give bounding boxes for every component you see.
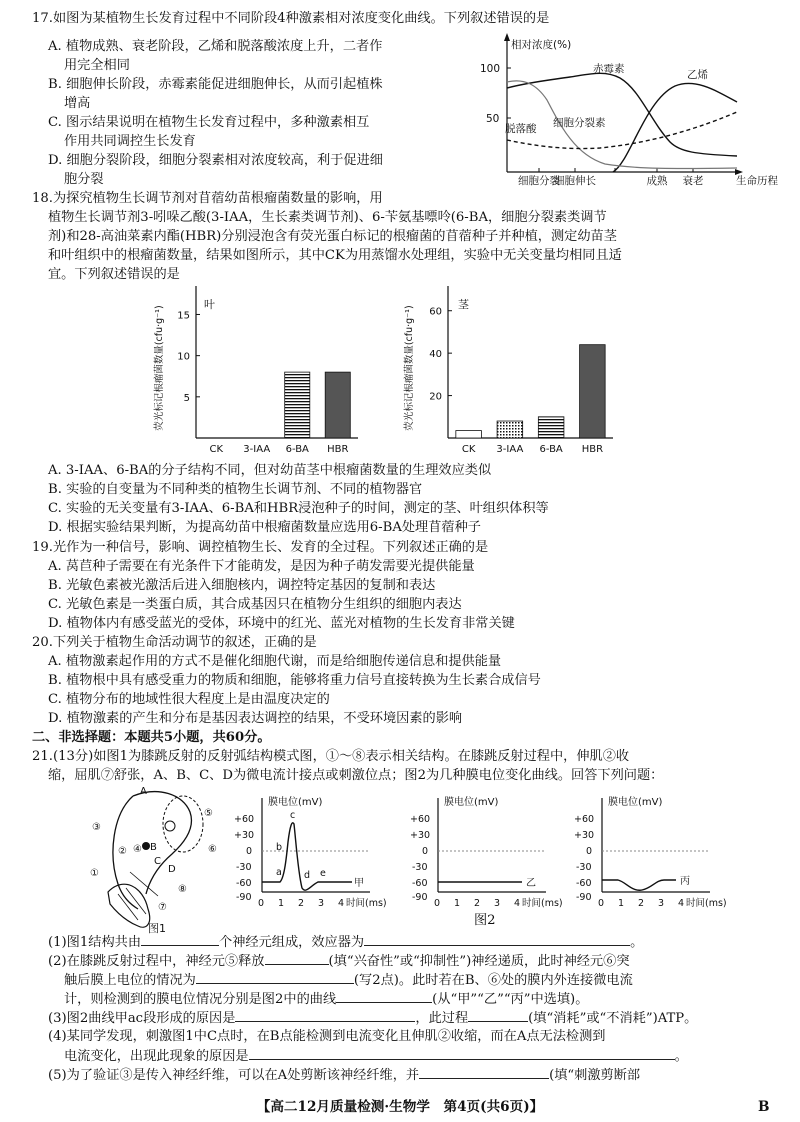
- graph-yi-xlabel: 时间(ms): [522, 898, 563, 909]
- ytick: 0: [586, 846, 593, 857]
- q17-option-a-cont: 用完全相同: [64, 58, 130, 73]
- point-c: c: [290, 810, 296, 821]
- ytick: -60: [412, 878, 428, 889]
- stem-category-label: 3-IAA: [496, 444, 524, 455]
- point-d: d: [304, 870, 311, 881]
- leaf-bar-chart: [148, 278, 368, 464]
- point-e: e: [320, 868, 326, 879]
- section-2-title: 二、非选择题：本题共5小题，共60分。: [32, 730, 271, 745]
- q21-p1a: (1)图1结构共由: [48, 935, 142, 950]
- label-gibberellin: 赤霉素: [593, 63, 625, 75]
- answer-blank-6[interactable]: [235, 1009, 415, 1022]
- ytick: -60: [576, 878, 592, 889]
- q17-option-c: C. 图示结果说明在植物生长发育过程中，多种激素相互: [48, 115, 370, 130]
- q21-part2-line2: [64, 971, 633, 989]
- xtick: 3: [658, 898, 665, 909]
- q17-option-c-cont: 作用共同调控生长发育: [64, 134, 196, 149]
- q21-part2-line1: [48, 952, 630, 970]
- stem-category-label: HBR: [581, 444, 604, 455]
- curve-jia-label: 甲: [354, 878, 364, 889]
- leaf-ytick-label: 15: [177, 310, 190, 322]
- stem-category-label: CK: [461, 444, 476, 455]
- q21-part2-line3: [64, 990, 588, 1008]
- ytick: -90: [412, 892, 428, 903]
- potential-graph-jia: [232, 792, 392, 910]
- answer-blank-8[interactable]: [249, 1047, 675, 1060]
- stem-bar-6-ba: [538, 417, 564, 438]
- xtick: 2: [298, 898, 305, 909]
- fig1-label-5: ⑤: [204, 808, 213, 819]
- q21-part4-line2: [64, 1047, 688, 1065]
- xtick: 3: [318, 898, 325, 909]
- q21-stem-line1: 21.(13分)如图1为膝跳反射的反射弧结构模式图，①～⑧表示相关结构。在膝跳反射过程中，伸肌②收: [32, 749, 630, 764]
- leaf-ytick-label: 5: [183, 392, 190, 404]
- ytick: -30: [236, 862, 252, 873]
- q21-part1: [48, 933, 643, 951]
- xtick: 0: [258, 898, 265, 909]
- potential-graph-yi: [408, 792, 568, 910]
- q18-stem-line2: 植物生长调节剂3-吲哚乙酸(3-IAA，生长素类调节剂)、6-苄氨基嘌呤(6-BA，细胞分裂素类调节: [48, 210, 607, 225]
- fig1-label-1: ①: [90, 868, 99, 879]
- series-abscisic-acid: [507, 112, 737, 149]
- q21-p2d: (写2点)。此时若在B、⑥处的膜内外连接微电流: [353, 973, 633, 988]
- curve-bing-label: 丙: [680, 876, 690, 887]
- q19-option-a: A. 莴苣种子需要在有光条件下才能萌发，是因为种子萌发需要光提供能量: [48, 559, 475, 574]
- q21-p2a: (2)在膝跳反射过程中，神经元⑤释放: [48, 954, 265, 969]
- reflex-arc-figure: [88, 784, 228, 934]
- fig1-label-6: ⑥: [208, 844, 217, 855]
- xcat-elongation: 细胞伸长: [554, 175, 596, 187]
- xcat-mature: 成熟: [646, 175, 668, 187]
- fig1-label-2: ②: [118, 846, 127, 857]
- stem-chart-ylabel: 荧光标记根瘤菌数量(cfu·g⁻¹): [404, 305, 415, 431]
- q17-option-d-cont: 胞分裂: [64, 172, 104, 187]
- q21-part3: [48, 1009, 697, 1027]
- ytick: +60: [410, 814, 431, 825]
- q21-p1b: 个神经元组成，效应器为: [219, 935, 365, 950]
- q21-p5b: (填“刺激剪断部: [549, 1068, 641, 1083]
- leaf-panel-label: 叶: [204, 298, 215, 311]
- xtick: 3: [494, 898, 501, 909]
- leaf-bar-6-ba: [285, 372, 310, 438]
- xtick: 1: [618, 898, 625, 909]
- ytick: +60: [574, 814, 595, 825]
- ytick: +30: [574, 830, 595, 841]
- q17-option-b-cont: 增高: [64, 96, 91, 111]
- q18-stem-line3: 剂)和28-高油菜素内酯(HBR)分别浸泡含有荧光蛋白标记的根瘤菌的苜蓿种子并种植，测定幼苗茎: [48, 229, 617, 244]
- q18-stem-line4: 和叶组织中的根瘤菌数量，结果如图所示，其中CK为用蒸馏水处理组，实验中无关变量均相同且适: [48, 248, 622, 263]
- fig1-label-7: ⑦: [158, 902, 167, 913]
- answer-blank-5[interactable]: [336, 990, 432, 1003]
- fig1-label-B: B: [150, 842, 157, 853]
- q18-option-a: A. 3-IAA、6-BA的分子结构不同，但对幼苗茎中根瘤菌数量的生理效应类似: [48, 463, 492, 478]
- q17-option-d: D. 细胞分裂阶段，细胞分裂素相对浓度较高，利于促进细: [48, 153, 383, 168]
- q17-option-a: A. 植物成熟、衰老阶段，乙烯和脱落酸浓度上升，二者作: [48, 39, 383, 54]
- leaf-ytick-label: 10: [177, 351, 190, 363]
- q21-p2b: (填“兴奋性”或“抑制性”)神经递质，此时神经元⑥突: [328, 954, 630, 969]
- leaf-bar-hbr: [325, 372, 350, 438]
- hormone-ytick-50: 50: [486, 113, 500, 125]
- potential-graph-bing: [572, 792, 742, 910]
- xtick: 1: [278, 898, 285, 909]
- page-footer: 【高二12月质量检测·生物学 第4页(共6页)】: [256, 1099, 544, 1115]
- ytick: 0: [422, 846, 429, 857]
- q21-p5a: (5)为了验证③是传入神经纤维，可以在A处剪断该神经纤维，并: [48, 1068, 420, 1083]
- xtick: 0: [598, 898, 605, 909]
- xtick: 0: [434, 898, 441, 909]
- stem-bar-chart: [398, 278, 623, 464]
- ytick: -30: [412, 862, 428, 873]
- q18-stem-line1: 18.为探究植物生长调节剂对苜蓿幼苗根瘤菌数量的影响，用: [32, 191, 383, 206]
- fig1-label-4: ④: [133, 844, 142, 855]
- ytick: +30: [410, 830, 431, 841]
- version-letter: B: [758, 1099, 770, 1115]
- q19-option-c: C. 光敏色素是一类蛋白质，其合成基因只在植物分生组织的细胞内表达: [48, 597, 462, 612]
- q17-option-b: B. 细胞伸长阶段，赤霉素能促进细胞伸长，从而引起植株: [48, 77, 383, 92]
- graph-jia-xlabel: 时间(ms): [346, 898, 387, 909]
- q20-option-a: A. 植物激素起作用的方式不是催化细胞代谢，而是给细胞传递信息和提供能量: [48, 654, 502, 669]
- answer-blank-9[interactable]: [419, 1066, 549, 1079]
- stem-panel-label: 茎: [458, 298, 469, 311]
- answer-blank-4[interactable]: [196, 971, 354, 984]
- stem-bar-ck: [456, 431, 482, 438]
- leaf-category-label: 3-IAA: [243, 444, 271, 455]
- ytick: +60: [234, 814, 255, 825]
- q19-option-b: B. 光敏色素被光激活后进入细胞核内，调控特定基因的复制和表达: [48, 578, 436, 593]
- hormone-chart-xlabel: 生命历程: [736, 175, 778, 187]
- q21-p2e: 计，则检测到的膜电位情况分别是图2中的曲线: [64, 992, 337, 1007]
- q21-p3b: ，此过程: [415, 1011, 469, 1026]
- xtick: 1: [454, 898, 461, 909]
- q19-stem: 19.光作为一种信号，影响、调控植物生长、发育的全过程。下列叙述正确的是: [32, 540, 489, 555]
- q20-option-b: B. 植物根中具有感受重力的物质和细胞，能够将重力信号直接转换为生长素合成信号: [48, 673, 541, 688]
- fig1-label-3: ③: [92, 822, 101, 833]
- hormone-chart-ylabel: 相对浓度(%): [511, 39, 572, 51]
- label-ethylene: 乙烯: [687, 69, 708, 81]
- q20-option-d: D. 植物激素的产生和分布是基因表达调控的结果，不受环境因素的影响: [48, 711, 463, 726]
- leaf-category-label: CK: [209, 444, 224, 455]
- q21-p3c: (填“消耗”或“不消耗”)ATP。: [528, 1011, 698, 1026]
- hormone-chart: [475, 30, 780, 205]
- ytick: -90: [576, 892, 592, 903]
- fig1-label-D: D: [168, 864, 176, 875]
- leaf-chart-ylabel: 荧光标记根瘤菌数量(cfu·g⁻¹): [154, 305, 165, 431]
- graph-bing-xlabel: 时间(ms): [686, 898, 727, 909]
- xtick: 4: [678, 898, 685, 909]
- xcat-senescence: 衰老: [682, 175, 704, 187]
- stem-bar-hbr: [580, 345, 606, 438]
- ytick: -90: [236, 892, 252, 903]
- q21-p2c: 触后膜上电位的情况为: [64, 973, 196, 988]
- q21-part4-line1: (4)某同学发现，刺激图1中C点时，在B点能检测到电流变化且伸肌②收缩，而在A点无法检测到: [48, 1029, 606, 1044]
- leaf-category-label: 6-BA: [285, 444, 309, 455]
- stem-ytick-label: 60: [429, 306, 442, 318]
- graph-bing-ylabel: 膜电位(mV): [608, 797, 663, 808]
- fig1-label-8: ⑧: [178, 884, 187, 895]
- q21-p4b: 电流变化，出现此现象的原因是: [64, 1049, 249, 1064]
- ytick: -30: [576, 862, 592, 873]
- fig1-label-A: A: [140, 786, 147, 797]
- fig1-label-C: C: [154, 856, 161, 867]
- answer-blank-3[interactable]: [265, 952, 329, 965]
- xtick: 4: [514, 898, 521, 909]
- stem-ytick-label: 20: [429, 391, 442, 403]
- label-abscisic-acid: 脱落酸: [505, 123, 537, 135]
- answer-blank-7[interactable]: [468, 1009, 528, 1022]
- fig1-caption: 图1: [148, 922, 166, 934]
- curve-yi-label: 乙: [526, 878, 536, 889]
- q21-stem-line2: 缩，屈肌⑦舒张，A、B、C、D为微电流计接点或刺激位点；图2为几种膜电位变化曲线。回答下列问题：: [48, 768, 664, 783]
- q20-option-c: C. 植物分布的地域性很大程度上是由温度决定的: [48, 692, 330, 707]
- stem-ytick-label: 40: [429, 349, 442, 361]
- ytick: 0: [246, 846, 253, 857]
- q21-p3a: (3)图2曲线甲ac段形成的原因是: [48, 1011, 236, 1026]
- label-cytokinin: 细胞分裂素: [553, 117, 606, 129]
- point-b: b: [276, 842, 283, 853]
- q21-p2f: (从“甲”“乙”“丙”中选填)。: [432, 992, 589, 1007]
- q18-stem-line5: 宜。下列叙述错误的是: [48, 267, 180, 282]
- answer-blank-2[interactable]: [364, 933, 630, 946]
- graph-yi-ylabel: 膜电位(mV): [444, 797, 499, 808]
- series-ethylene: [613, 83, 737, 172]
- xtick: 2: [638, 898, 645, 909]
- point-a: a: [276, 867, 282, 878]
- ytick: +30: [234, 830, 255, 841]
- xcat-division: 细胞分裂: [518, 175, 560, 187]
- q18-option-d: D. 根据实验结果判断，为提高幼苗中根瘤菌数量应选用6-BA处理苜蓿种子: [48, 520, 481, 535]
- xtick: 2: [474, 898, 481, 909]
- hormone-ytick-100: 100: [480, 63, 501, 75]
- q21-p1c: 。: [630, 935, 644, 950]
- q21-p4c: 。: [674, 1049, 688, 1064]
- q21-part5: [48, 1066, 640, 1084]
- fig2-caption: 图2: [474, 913, 496, 928]
- answer-blank-1[interactable]: [141, 933, 219, 946]
- stem-category-label: 6-BA: [539, 444, 563, 455]
- q19-option-d: D. 植物体内有感受蓝光的受体，环境中的红光、蓝光对植物的生长发育非常关键: [48, 616, 515, 631]
- ytick: -60: [236, 878, 252, 889]
- q18-option-c: C. 实验的无关变量有3-IAA、6-BA和HBR浸泡种子的时间，测定的茎、叶组织体积等: [48, 501, 549, 516]
- graph-jia-ylabel: 膜电位(mV): [268, 797, 323, 808]
- xtick: 4: [338, 898, 345, 909]
- q18-option-b: B. 实验的自变量为不同种类的植物生长调节剂、不同的植物器官: [48, 482, 423, 497]
- stem-bar-3-iaa: [497, 421, 523, 438]
- leaf-category-label: HBR: [327, 444, 349, 455]
- q20-stem: 20.下列关于植物生命活动调节的叙述，正确的是: [32, 635, 317, 650]
- q17-stem: 17.如图为某植物生长发育过程中不同阶段4种激素相对浓度变化曲线。下列叙述错误的是: [32, 11, 550, 26]
